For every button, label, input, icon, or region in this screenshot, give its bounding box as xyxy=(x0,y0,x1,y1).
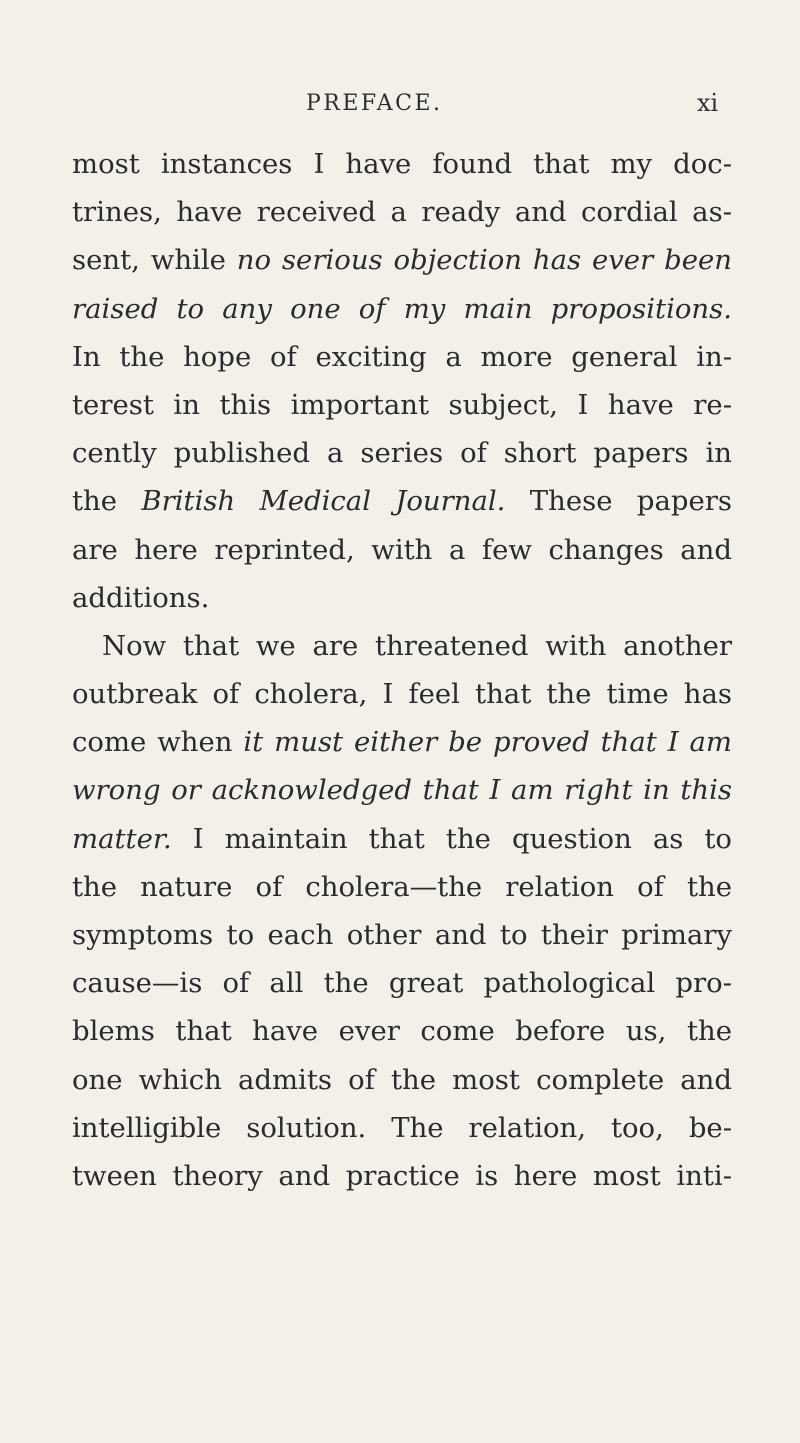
text-segment: trines, have received a ready and cordial as- xyxy=(72,196,732,229)
text-segment: are here reprinted, with a few changes and xyxy=(72,533,732,566)
text-segment: blems that have ever come before us, the xyxy=(72,1015,732,1048)
text-line xyxy=(72,622,732,670)
text-line xyxy=(72,1007,732,1055)
italic-text: matter. xyxy=(72,822,172,855)
text-line xyxy=(72,863,732,911)
text-line xyxy=(72,911,732,959)
text-line xyxy=(72,815,732,863)
text-segment: come when xyxy=(72,726,244,759)
text-segment: cause—is of all the great pathological pro- xyxy=(72,967,732,1000)
text-segment: the xyxy=(72,485,142,518)
text-segment: sent, while xyxy=(72,244,237,277)
text-line xyxy=(72,670,732,718)
text-segment: Now that we are threatened with another xyxy=(102,629,732,662)
text-line xyxy=(72,140,732,188)
body-text xyxy=(72,140,732,1200)
text-segment: additions. xyxy=(72,581,210,614)
text-line xyxy=(72,188,732,236)
text-segment: I maintain that the question as to xyxy=(171,822,732,855)
text-line xyxy=(72,236,732,284)
text-line xyxy=(72,1104,732,1152)
text-line xyxy=(72,766,732,814)
text-line xyxy=(72,574,732,622)
text-segment: In the hope of exciting a more general in- xyxy=(72,340,732,373)
text-line xyxy=(72,477,732,525)
text-line xyxy=(72,429,732,477)
text-line xyxy=(72,381,732,429)
italic-text: wrong or acknowledged that I am right in this xyxy=(72,774,732,807)
page-number: xi xyxy=(697,89,719,117)
italic-text: raised to any one of my main propositions. xyxy=(72,292,732,325)
text-line xyxy=(72,1152,732,1200)
text-line xyxy=(72,959,732,1007)
text-line xyxy=(72,1056,732,1104)
text-segment: outbreak of cholera, I feel that the time has xyxy=(72,678,732,711)
text-segment: These papers xyxy=(505,485,732,518)
text-segment: cently published a series of short papers in xyxy=(72,437,732,470)
text-segment: symptoms to each other and to their primary xyxy=(72,919,732,951)
text-line xyxy=(72,526,732,574)
italic-text: it must either be proved that I am xyxy=(243,726,732,759)
italic-text: no serious objection has ever been xyxy=(236,244,732,277)
text-segment: the nature of cholera—the relation of the xyxy=(72,870,732,903)
text-segment: tween theory and practice is here most inti- xyxy=(72,1159,732,1192)
text-segment: intelligible solution. The relation, too, be- xyxy=(72,1111,732,1144)
text-line xyxy=(72,718,732,766)
page-header xyxy=(0,91,800,125)
text-segment: most instances I have found that my doc- xyxy=(72,148,732,180)
text-segment: one which admits of the most complete and xyxy=(72,1063,732,1096)
running-head: PREFACE. xyxy=(306,91,443,116)
italic-text: British Medical Journal. xyxy=(141,485,506,518)
text-line xyxy=(72,285,732,333)
text-segment: terest in this important subject, I have re- xyxy=(72,388,732,421)
text-line xyxy=(72,333,732,381)
